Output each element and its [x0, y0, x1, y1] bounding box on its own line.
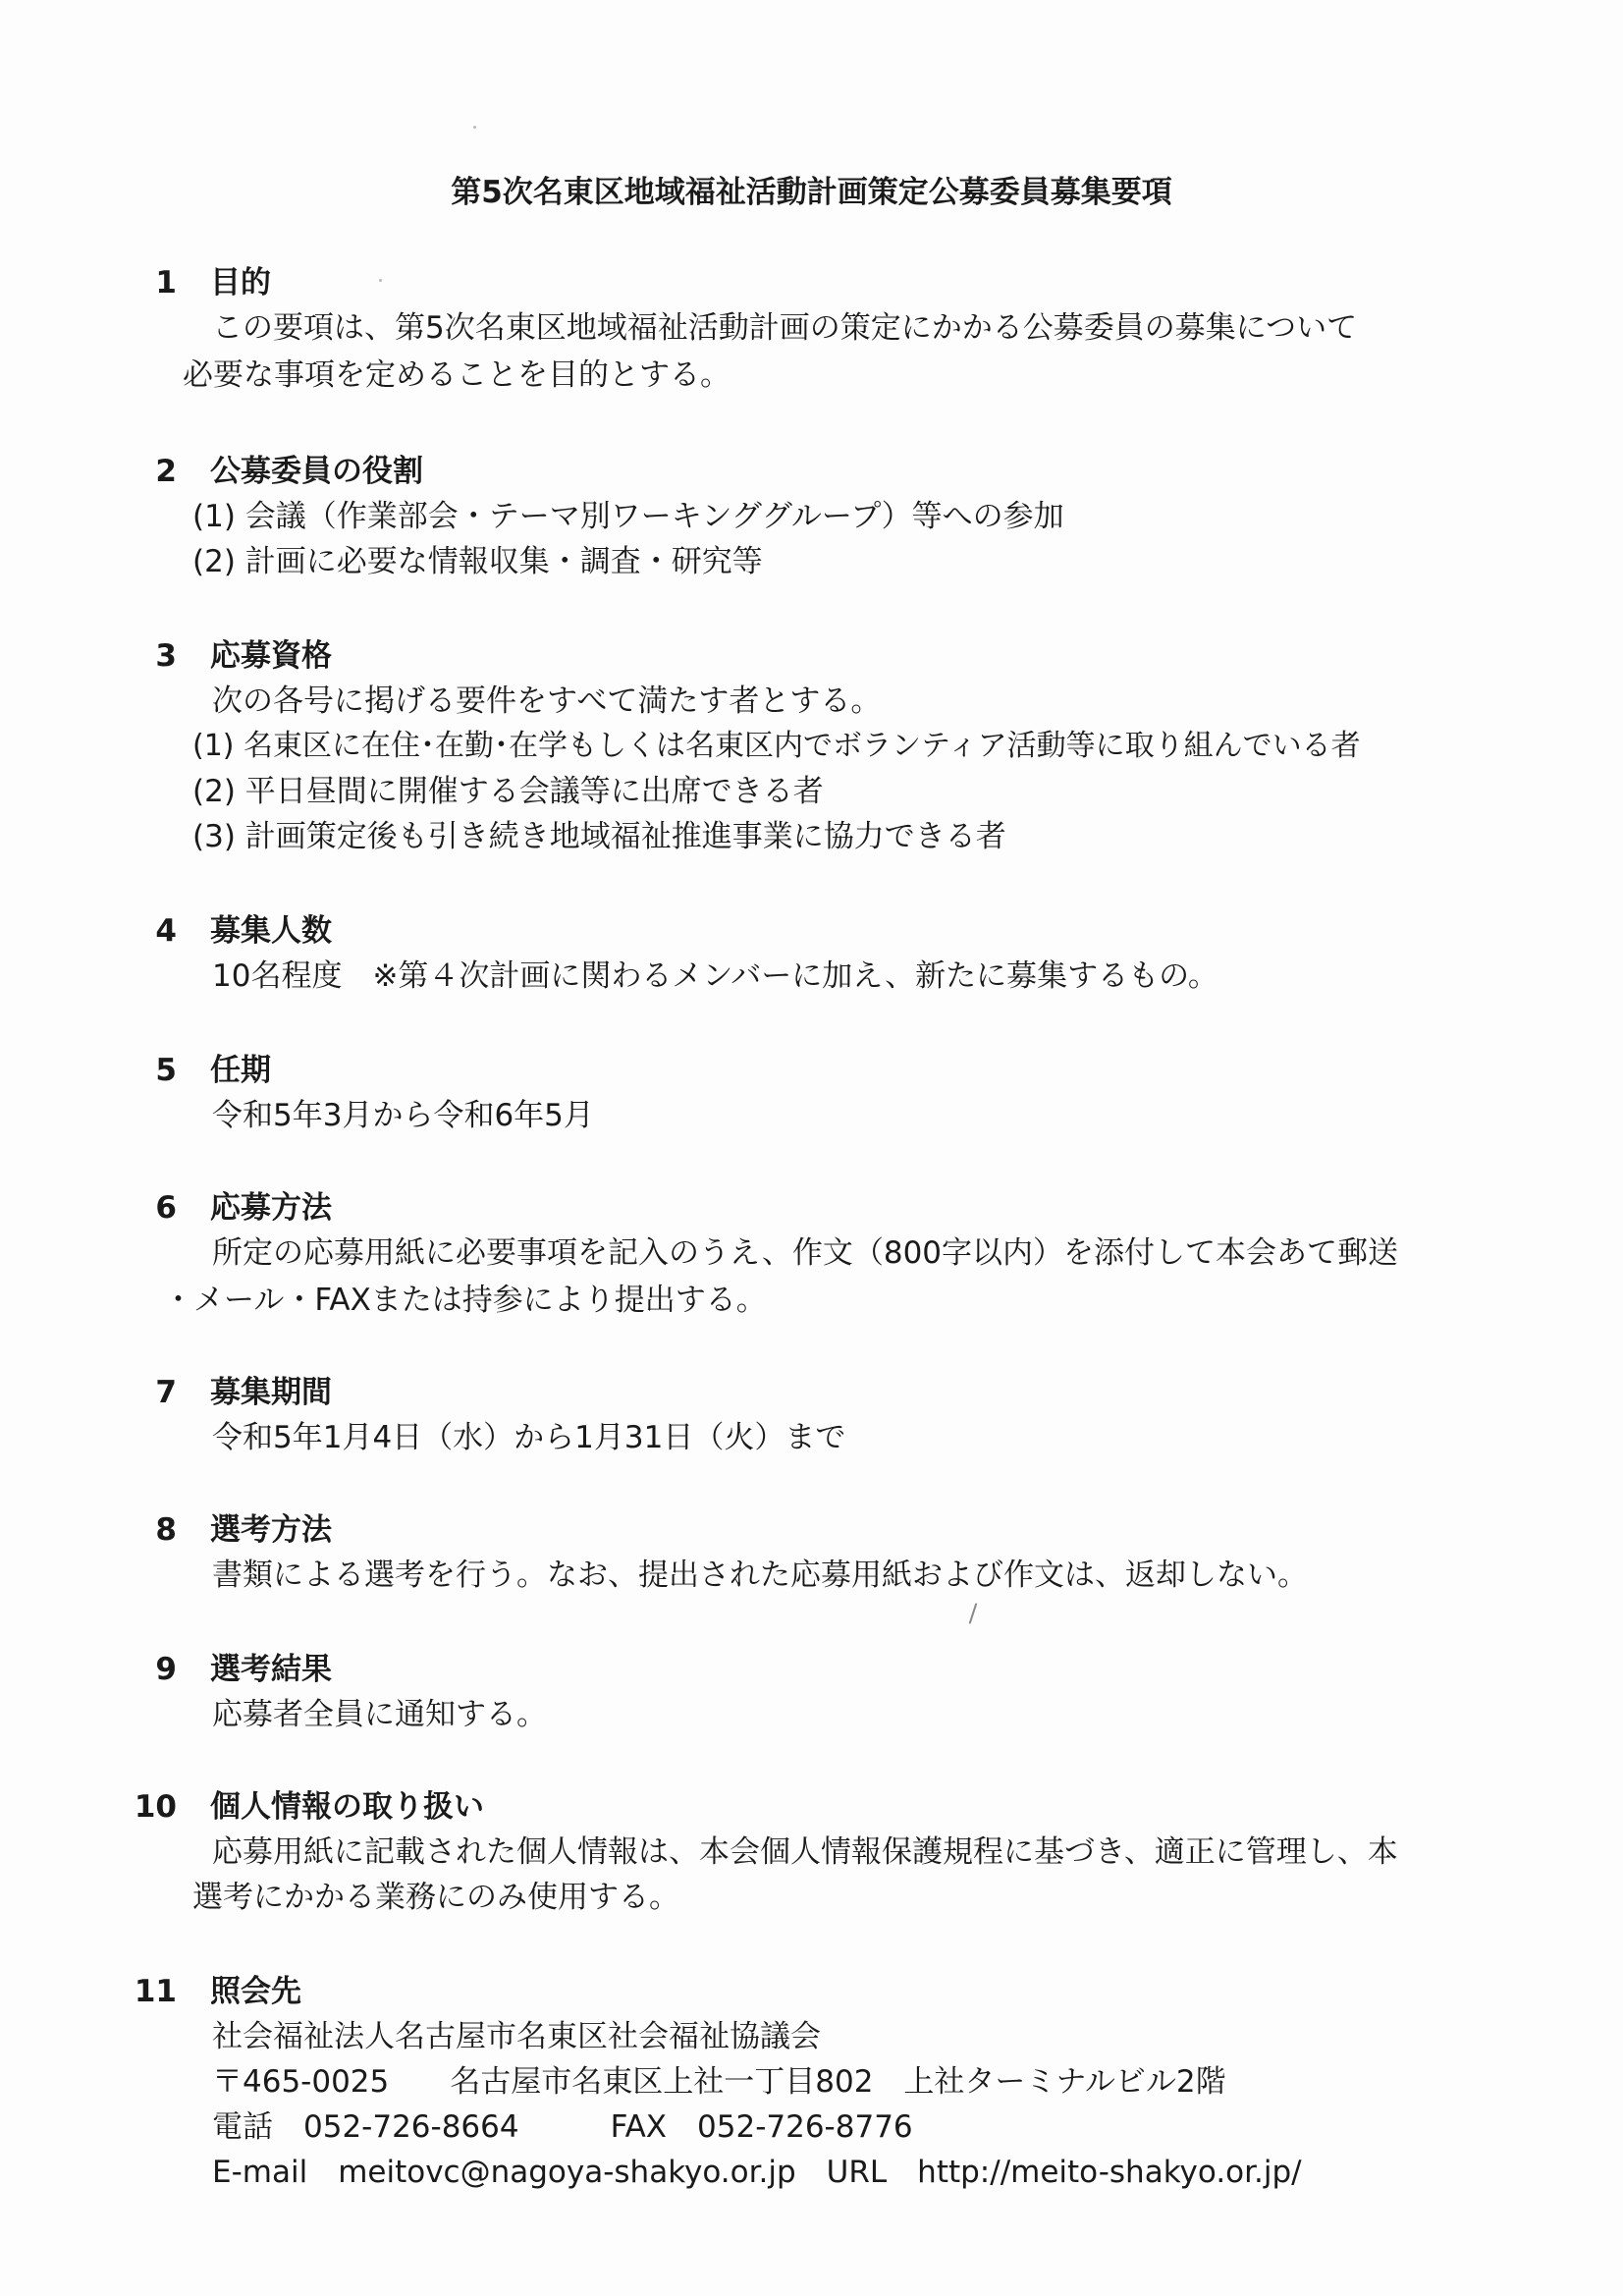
section-number: 10	[134, 1789, 177, 1825]
section-body-line: 選考にかかる業務にのみ使用する。	[192, 1880, 679, 1915]
section-number: 1	[155, 265, 177, 301]
section-body-line: (1) 名東区に在住･在勤･在学もしくは名東区内でボランティア活動等に取り組んでいる者	[192, 729, 1361, 763]
section-body-line: 10名程度 ※第４次計画に関わるメンバーに加え、新たに募集するもの。	[212, 958, 1218, 994]
section-body-line: 書類による選考を行う。なお、提出された応募用紙および作文は、返却しない。	[212, 1558, 1308, 1593]
section-body-line: ・メール・FAXまたは持参により提出する。	[163, 1283, 767, 1318]
section-heading: 目的	[210, 265, 271, 301]
section-number: 6	[155, 1190, 177, 1226]
scan-mark	[969, 1603, 978, 1624]
section-body-line: (3) 計画策定後も引き続き地域福祉推進事業に協力できる者	[192, 819, 1006, 854]
contact-organization: 社会福祉法人名古屋市名東区社会福祉協議会	[212, 2019, 821, 2054]
section-body-line: 必要な事項を定めることを目的とする。	[183, 357, 730, 393]
scan-speck	[473, 126, 476, 129]
section-heading: 応募方法	[210, 1190, 332, 1226]
section-heading: 選考方法	[210, 1512, 332, 1548]
section-heading: 応募資格	[210, 638, 332, 674]
section-body-line: (1) 会議（作業部会・テーマ別ワーキンググループ）等への参加	[192, 499, 1064, 534]
scan-speck	[379, 279, 382, 282]
contact-address: 〒465-0025 名古屋市名東区上社一丁目802 上社ターミナルビル2階	[212, 2064, 1226, 2100]
section-number: 2	[155, 454, 177, 489]
section-heading: 選考結果	[210, 1652, 332, 1687]
section-heading: 個人情報の取り扱い	[210, 1789, 484, 1825]
section-heading: 公募委員の役割	[210, 454, 423, 489]
contact-phone-fax: 電話 052-726-8664 FAX 052-726-8776	[212, 2109, 913, 2145]
section-heading: 照会先	[210, 1974, 301, 2009]
section-body-line: 次の各号に掲げる要件をすべて満たす者とする。	[212, 683, 882, 719]
section-body-line: 令和5年1月4日（水）から1月31日（火）まで	[212, 1420, 846, 1455]
section-number: 7	[155, 1375, 177, 1410]
section-number: 4	[155, 913, 177, 949]
section-body-line: 応募者全員に通知する。	[212, 1697, 547, 1732]
section-body-line: (2) 計画に必要な情報収集・調査・研究等	[192, 544, 763, 579]
section-number: 9	[155, 1652, 177, 1687]
section-heading: 募集期間	[210, 1375, 332, 1410]
section-number: 11	[134, 1974, 177, 2009]
section-heading: 任期	[210, 1053, 271, 1088]
section-number: 3	[155, 638, 177, 674]
section-body-line: 令和5年3月から令和6年5月	[212, 1098, 594, 1133]
section-heading: 募集人数	[210, 913, 332, 949]
section-number: 8	[155, 1512, 177, 1548]
contact-email-url: E-mail meitovc@nagoya-shakyo.or.jp URL http://meito-shakyo.or.jp/	[212, 2155, 1302, 2190]
section-body-line: この要項は、第5次名東区地域福祉活動計画の策定にかかる公募委員の募集について	[212, 310, 1358, 346]
section-body-line: (2) 平日昼間に開催する会議等に出席できる者	[192, 774, 824, 809]
section-body-line: 応募用紙に記載された個人情報は、本会個人情報保護規程に基づき、適正に管理し、本	[212, 1834, 1398, 1870]
section-number: 5	[155, 1053, 177, 1088]
section-body-line: 所定の応募用紙に必要事項を記入のうえ、作文（800字以内）を添付して本会あて郵送	[212, 1235, 1399, 1271]
document-title: 第5次名東区地域福祉活動計画策定公募委員募集要項	[451, 175, 1172, 210]
